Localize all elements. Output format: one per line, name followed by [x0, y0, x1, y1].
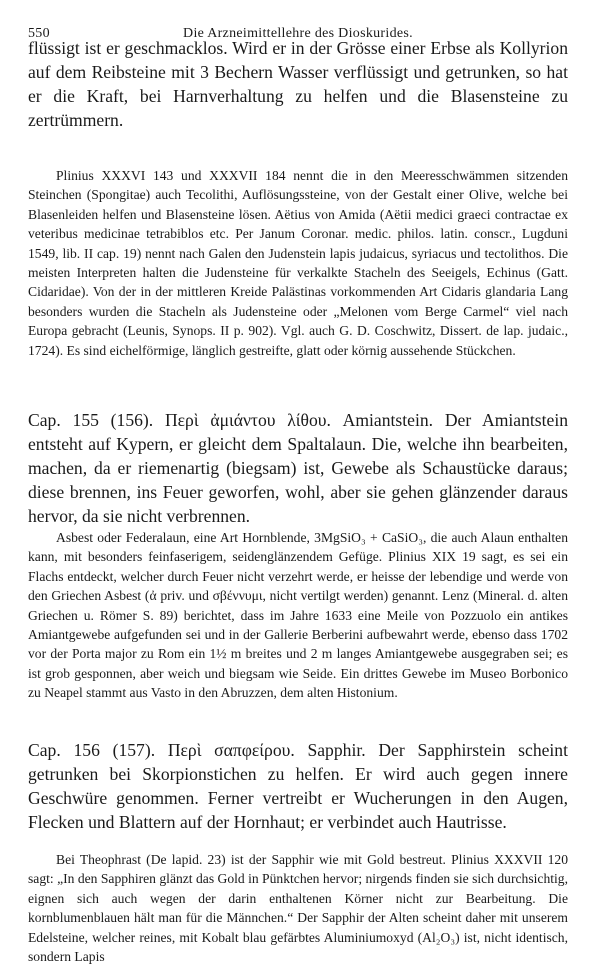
page-number: 550 — [28, 26, 50, 41]
running-title: Die Arzneimittellehre des Dioskurides. — [183, 26, 413, 41]
commentary-judenstein: Plinius XXXVI 143 und XXXVII 184 nennt die in den Meeresschwämmen sitzenden Steinchen (Spongitae) auch Tecolithi, Auflösungssteine, von der Gestalt einer Olive, welche bei Blasenleiden helfen und Blasensteine lösen. Aëtius von Amida (Aëtii medici graeci contractae ex veteribus medicinae tetrabiblos etc. Per Janum Coronar. medic. philos. latin. conscr., Lugduni 1549, lib. II cap. 19) nennt nach Galen den Judenstein lapis judaicus, syriacus und tectolithos. Die meisten Interpreten halten die Judensteine für verkalkte Stacheln des Seeigels, Echinus (Gatt. Cidaridae). Von der in der mittleren Kreide Palästinas vorkommenden Art Cidaris glandaria Lang besonders wurden die Stacheln als Judensteine oder „Melonen vom Berge Carmel“ viel nach Europa gebracht (Leunis, Synops. II p. 902). Vgl. auch G. D. Coschwitz, Dissert. de lap. judaic., 1724). Es sind eichelförmige, länglich gestreifte, glatt oder körnig aussehende Stückchen. — [28, 168, 568, 358]
commentary-asbest: Asbest oder Federalaun, eine Art Hornblende, 3MgSiO₃ + CaSiO₃, die auch Alaun enthalten kann, mit besonders feinfaserigem, seidenglänzendem Gefüge. Plinius XIX 19 sagt, es sei ein Flachs entdeckt, welcher durch Feuer nicht verzehrt werde, er heisse der lebendige und werde von den Griechen Asbest (ἀ priv. und σβέννυμι, nicht vertilgt werden) genannt. Lenz (Mineral. d. alten Griechen u. Römer S. 89) berichtet, dass im Jahre 1633 eine Meile von Pozzuolo ein antikes Amiantgewebe aufgefunden sei und in der Gallerie Berberini aufbewahrt werde, ebenso dass 1702 vor der Porta major zu Rom ein 1½ m breites und 2 m langes Amiantgewebe ausgegraben sei; es ist grob gesponnen, aber weich und biegsam wie Seide. Ein drittes Gewebe im Museo Borbonico zu Neapel stammt aus Vasto in den Abruzzen, dem alten Histonium. — [28, 530, 568, 701]
chapter-156-sapphir: Cap. 156 (157). Περὶ σαπφείρου. Sapphir. Der Sapphirstein scheint getrunken bei Skorpionstichen zu helfen. Er wird auch gegen innere Geschwüre genommen. Ferner vertreibt er Wucherungen in den Augen, Flecken und Blattern auf der Hornhaut; er verbindet auch Hautrisse. — [28, 740, 568, 832]
chapter-155-amiantstein: Cap. 155 (156). Περὶ ἀμιάντου λίθου. Amiantstein. Der Amiantstein entsteht auf Kypern, er gleicht dem Spaltalaun. Die, welche ihn bearbeiten, machen, da er riemenartig (biegsam) ist, Gewebe als Schaustücke daraus; diese brennen, ins Feuer geworfen, wohl, aber sie gehen glänzender daraus hervor, da sie nicht verbrennen. — [28, 410, 568, 526]
paragraph-continuation: flüssigt ist er geschmacklos. Wird er in der Grösse einer Erbse als Kollyrion auf dem Reibsteine mit 3 Bechern Wasser verflüssigt und getrunken, so hat er die Kraft, bei Harnverhaltung zu helfen und die Blasensteine zu zertrümmern. — [28, 38, 568, 130]
commentary-sapphir: Bei Theophrast (De lapid. 23) ist der Sapphir wie mit Gold bestreut. Plinius XXXVII 120 sagt: „In den Sapphiren glänzt das Gold in Pünktchen hervor; nirgends finden sie sich durchsichtig, eignen sich auch wegen der darin enthaltenen Körner nicht zur Bearbeitung. Die kornblumenblauen hält man für die Männchen.“ Der Sapphir der Alten scheint daher mit unserem Edelsteine, welcher reines, mit Kobalt blau gefärbtes Aluminiumoxyd (Al₂O₃) ist, nicht identisch, sondern Lapis — [28, 852, 568, 965]
